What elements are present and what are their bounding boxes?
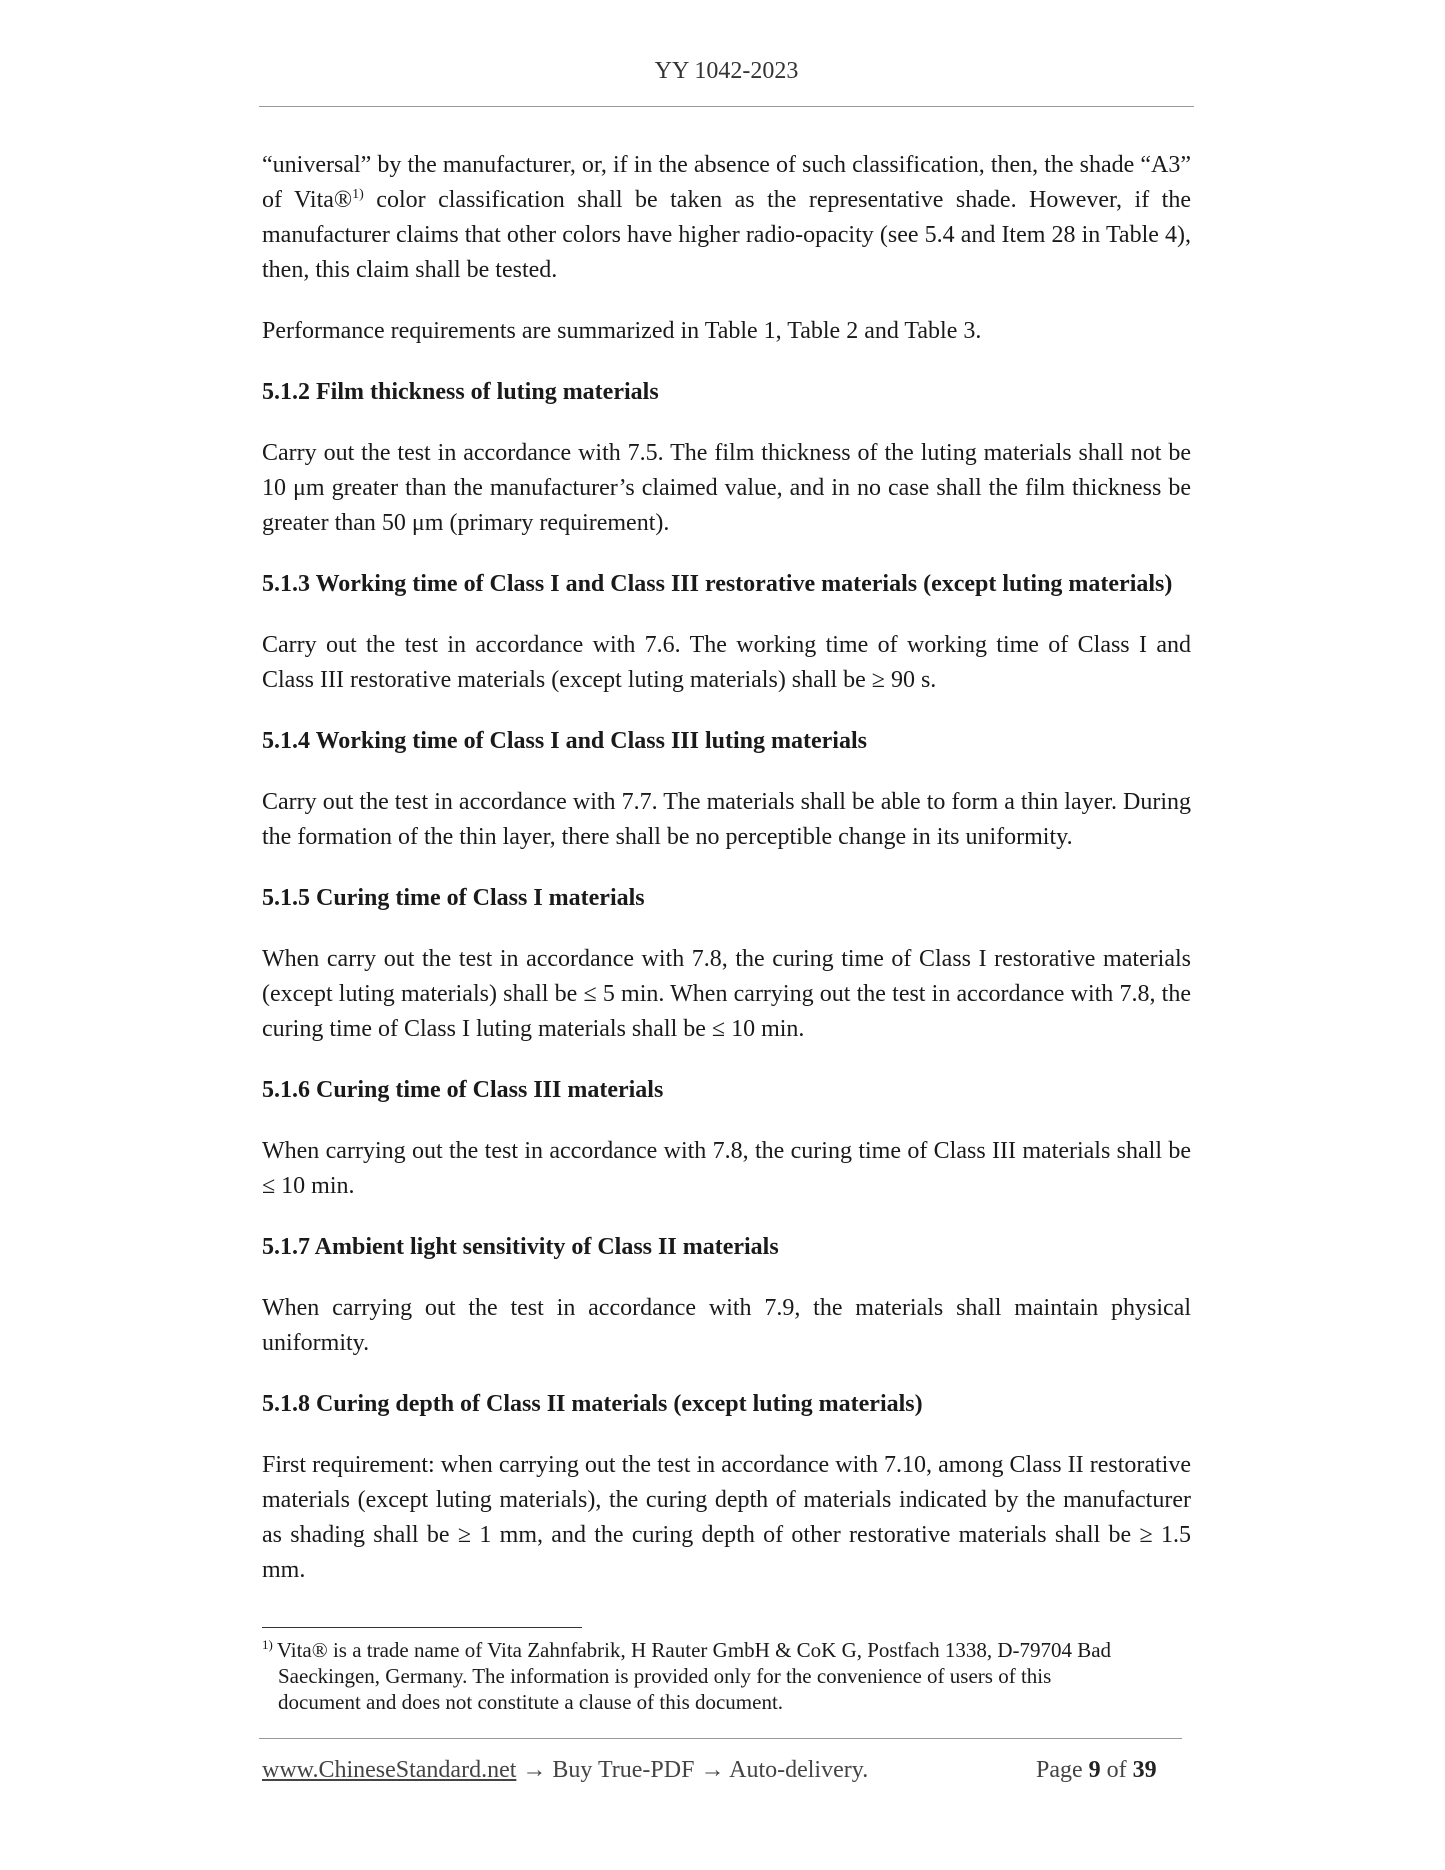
paragraph-5-1-5: When carry out the test in accordance with 7.8, the curing time of Class I restorative materials (except luting materials) shall be ≤ 5 min. When carrying out the test in accordance with 7.8, the curing time of Class I luting materials shall be ≤ 10 min. xyxy=(262,946,1191,1042)
header-divider xyxy=(259,106,1194,107)
footnote-mark: 1) xyxy=(262,1637,273,1652)
footnote-divider xyxy=(262,1627,582,1628)
paragraph-intro-text-b: color classification shall be taken as the representative shade. However, if the manufacturer claims that other colors have higher radio-opacity (see 5.4 and Item 28 in Table 4), then, this claim shall be tested. xyxy=(262,187,1191,283)
page-body xyxy=(262,148,1191,1614)
heading-5-1-7: 5.1.7 Ambient light sensitivity of Class II materials xyxy=(262,1234,779,1260)
footnote-line-3: document and does not constitute a clause of this document. xyxy=(278,1690,784,1714)
paragraph-5-1-7: When carrying out the test in accordance with 7.9, the materials shall maintain physical uniformity. xyxy=(262,1295,1191,1356)
footnote-line-2: Saeckingen, Germany. The information is provided only for the convenience of users of this xyxy=(278,1664,1052,1688)
paragraph-5-1-6: When carrying out the test in accordance with 7.8, the curing time of Class III materials shall be ≤ 10 min. xyxy=(262,1138,1191,1199)
page-total: 39 xyxy=(1132,1757,1157,1783)
paragraph-intro-text-a: “universal” by the manufacturer, or, if in the absence of such classification, then, the shade “A3” of Vita® xyxy=(262,152,1191,213)
footnote-line-1: Vita® is a trade name of Vita Zahnfabrik, H Rauter GmbH & CoK G, Postfach 1338, D-79704 Bad xyxy=(276,1638,1112,1662)
footer-divider xyxy=(259,1738,1182,1739)
paragraph-5-1-4: Carry out the test in accordance with 7.7. The materials shall be able to form a thin layer. During the formation of the thin layer, there shall be no perceptible change in its uniformity. xyxy=(262,789,1191,850)
footer-promo xyxy=(262,1757,868,1784)
heading-5-1-4: 5.1.4 Working time of Class I and Class III luting materials xyxy=(262,728,867,754)
page-indicator xyxy=(1036,1757,1157,1784)
heading-5-1-8: 5.1.8 Curing depth of Class II materials (except luting materials) xyxy=(262,1391,923,1417)
heading-5-1-6: 5.1.6 Curing time of Class III materials xyxy=(262,1077,664,1103)
website-link[interactable]: www.ChineseStandard.net xyxy=(262,1757,517,1783)
paragraph-intro xyxy=(262,148,1191,288)
footer-promo-text: → Buy True-PDF → Auto-delivery. xyxy=(516,1757,869,1783)
paragraph-5-1-2: Carry out the test in accordance with 7.5. The film thickness of the luting materials shall not be 10 μm greater than the manufacturer’s claimed value, and in no case shall the film thickness be greater than 50 μm (primary requirement). xyxy=(262,440,1191,536)
of-label: of xyxy=(1106,1757,1127,1783)
paragraph-summary: Performance requirements are summarized in Table 1, Table 2 and Table 3. xyxy=(262,318,982,344)
heading-5-1-2: 5.1.2 Film thickness of luting materials xyxy=(262,379,659,405)
footnote-reference[interactable]: 1) xyxy=(352,187,364,202)
heading-5-1-5: 5.1.5 Curing time of Class I materials xyxy=(262,885,645,911)
paragraph-5-1-3: Carry out the test in accordance with 7.6. The working time of working time of Class I and Class III restorative materials (except luting materials) shall be ≥ 90 s. xyxy=(262,632,1191,693)
footnote xyxy=(262,1637,1192,1715)
page-label: Page xyxy=(1036,1757,1083,1783)
heading-5-1-3: 5.1.3 Working time of Class I and Class III restorative materials (except luting materials) xyxy=(262,571,1173,597)
paragraph-5-1-8: First requirement: when carrying out the test in accordance with 7.10, among Class II restorative materials (except luting materials), the curing depth of materials indicated by the manufacturer as shading shall be ≥ 1 mm, and the curing depth of other restorative materials shall be ≥ 1.5 mm. xyxy=(262,1452,1191,1583)
document-header: YY 1042-2023 xyxy=(654,58,799,84)
page-current: 9 xyxy=(1088,1757,1101,1783)
